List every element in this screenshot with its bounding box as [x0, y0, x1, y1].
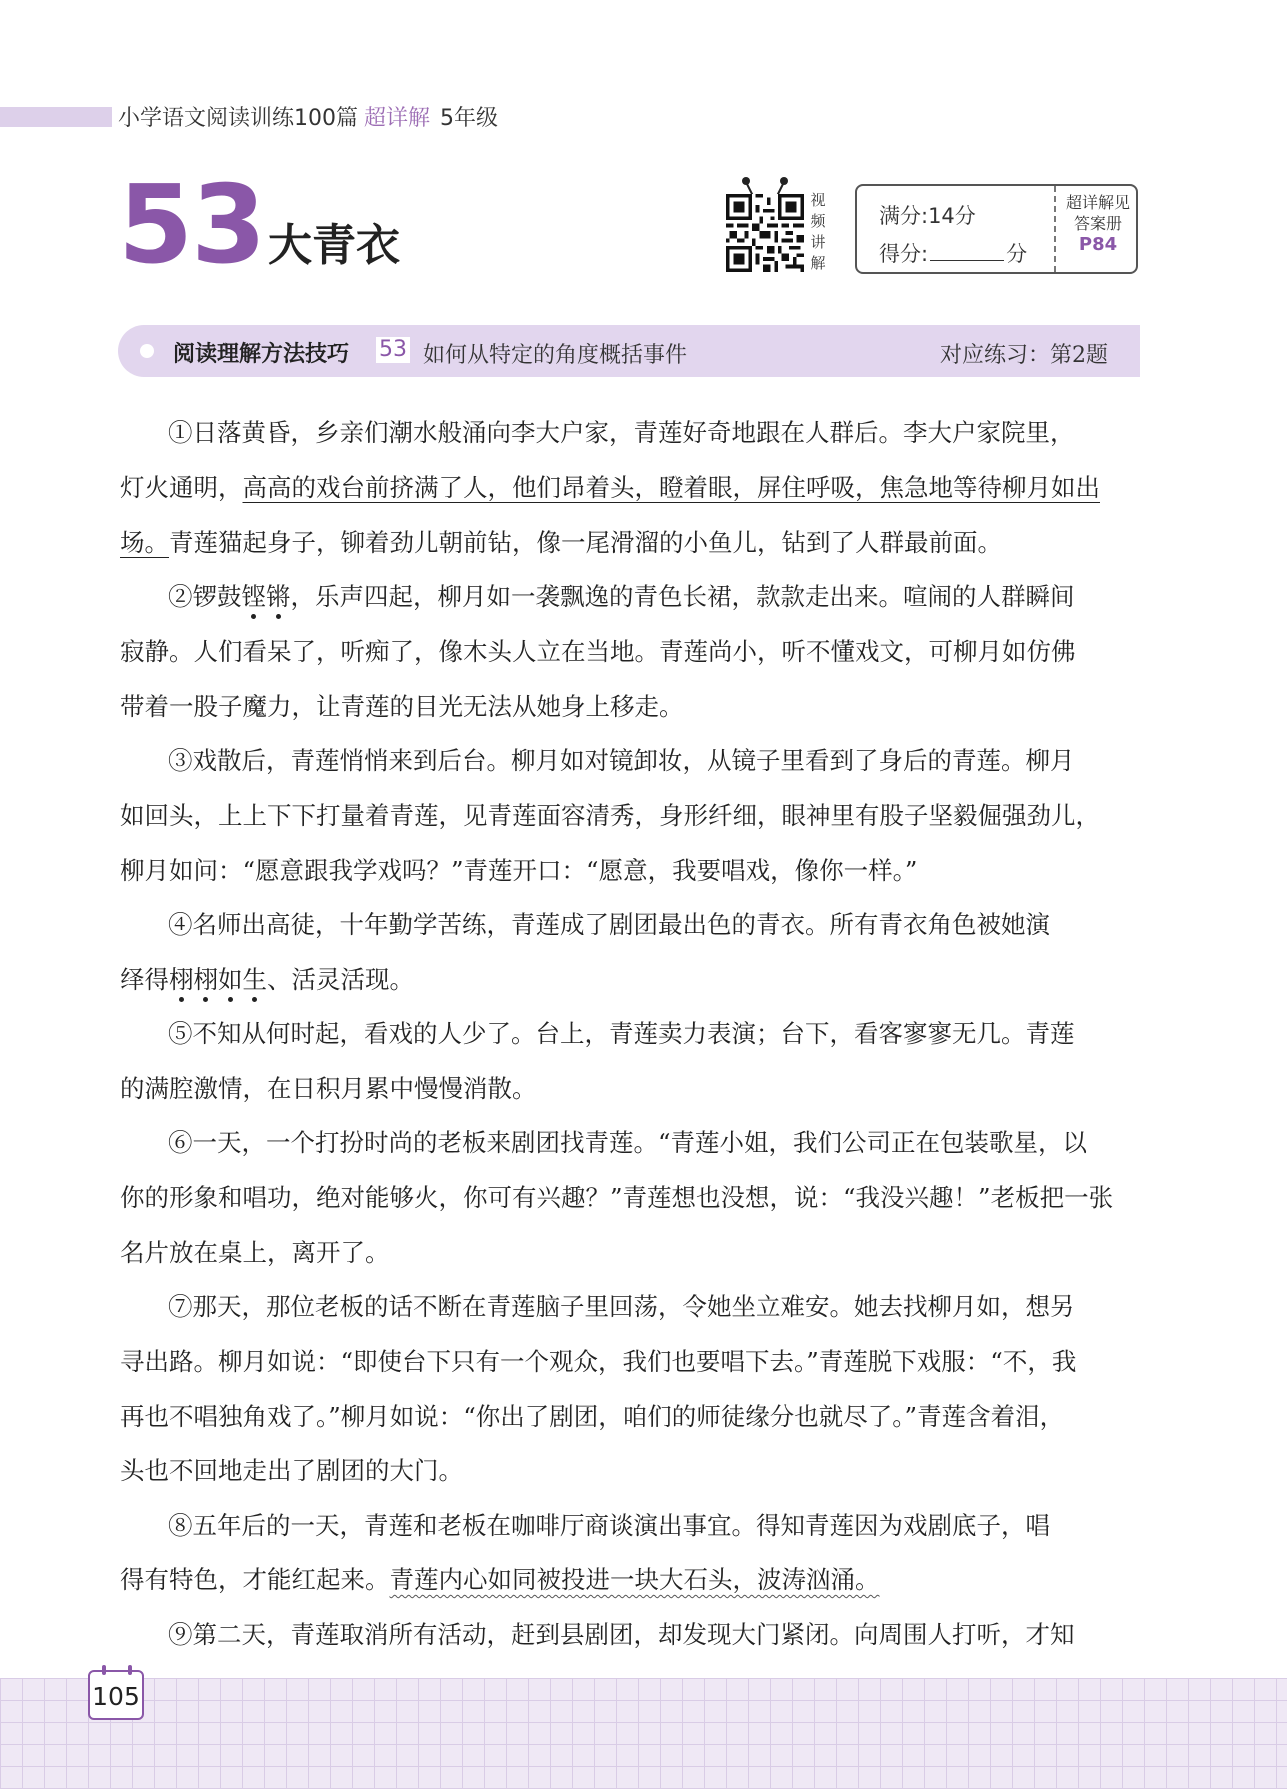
paragraph-5-line-1: ⑤不知从何时起，看戏的人少了。台上，青莲卖力表演；台下，看客寥寥无几。青莲 [168, 1019, 1075, 1048]
paragraph-3-line-1: ③戏散后，青莲悄悄来到后台。柳月如对镜卸妆，从镜子里看到了身后的青莲。柳月 [168, 746, 1075, 775]
method-description: 如何从特定的角度概括事件 [423, 343, 688, 368]
score-divider [1054, 186, 1056, 272]
paragraph-6-line-1: ⑥一天，一个打扮时尚的老板来剧团找青莲。“青莲小姐，我们公司正在包装歌星，以 [168, 1128, 1088, 1157]
paragraph-5-line-2: 的满腔激情，在日积月累中慢慢消散。 [120, 1074, 537, 1103]
answer-reference: 超详解见 答案册 P84 [1059, 192, 1137, 255]
paragraph-7-line-1: ⑦那天，那位老板的话不断在青莲脑子里回荡，令她坐立难安。她去找柳月如，想另 [168, 1292, 1075, 1321]
method-banner [118, 325, 1140, 377]
header-accent-bar [0, 107, 112, 127]
calendar-rings-icon [98, 1665, 136, 1675]
wavy-underlined-sentence: 青莲内心如同被投进一块大石头，波涛汹涌。 [389, 1565, 880, 1594]
bullet-dot-icon [140, 344, 154, 358]
page-number-badge [88, 1670, 144, 1720]
paragraph-8-line-1: ⑧五年后的一天，青莲和老板在咖啡厅商谈演出事宜。得知青莲因为戏剧底子，唱 [168, 1511, 1050, 1540]
score-field: 得分: 分 [879, 242, 1028, 266]
emphasis-dot-char: 栩 [193, 965, 218, 994]
emphasis-dot-char: 铿 [241, 582, 266, 611]
lesson-title: 大青衣 [268, 220, 400, 271]
lesson-number: 53 [118, 163, 265, 288]
book-highlight: 超详解 [364, 106, 431, 131]
emphasis-dot-char: 如 [218, 965, 243, 994]
paragraph-6-line-3: 名片放在桌上，离开了。 [120, 1238, 390, 1267]
paragraph-3-line-3: 柳月如问：“愿意跟我学戏吗？”青莲开口：“愿意，我要唱戏，像你一样。” [120, 856, 918, 885]
emphasis-dot-char: 栩 [169, 965, 194, 994]
paragraph-8-line-2: 得有特色，才能红起来。青莲内心如同被投进一块大石头，波涛汹涌。 [120, 1565, 880, 1594]
score-box [855, 184, 1138, 274]
paragraph-4-line-2: 绎得栩栩如生、活灵活现。 [120, 965, 414, 994]
book-title: 小学语文阅读训练100篇 [118, 106, 358, 131]
paragraph-4-line-1: ④名师出高徒，十年勤学苦练，青莲成了剧团最出色的青衣。所有青衣角色被她演 [168, 910, 1050, 939]
paragraph-7-line-2: 寻出路。柳月如说：“即使台下只有一个观众，我们也要唱下去。”青莲脱下戏服：“不，我 [120, 1347, 1077, 1376]
emphasis-dot-char: 锵 [266, 582, 291, 611]
paragraph-7-line-4: 头也不回地走出了剧团的大门。 [120, 1456, 463, 1485]
paragraph-1-line-2: 灯火通明，高高的戏台前挤满了人，他们昂着头，瞪着眼，屏住呼吸，焦急地等待柳月如出 [120, 473, 1100, 502]
paragraph-2-line-1: ②锣鼓铿锵，乐声四起，柳月如一袭飘逸的青色长裙，款款走出来。喧闹的人群瞬间 [168, 582, 1075, 611]
paragraph-1-line-3: 场。青莲猫起身子，铆着劲儿朝前钻，像一尾滑溜的小鱼儿，钻到了人群最前面。 [120, 528, 1002, 557]
qr-code-icon[interactable] [726, 194, 804, 272]
page-number: 105 [92, 1682, 140, 1711]
paragraph-1-line-1: ①日落黄昏，乡亲们潮水般涌向李大户家，青莲好奇地跟在人群后。李大户家院里， [168, 418, 1075, 447]
full-score: 满分:14分 [879, 204, 976, 228]
method-label: 阅读理解方法技巧 [173, 342, 350, 367]
emphasis-dot-char: 生 [242, 965, 267, 994]
paragraph-6-line-2: 你的形象和唱功，绝对能够火，你可有兴趣？”青莲想也没想，说：“我没兴趣！”老板把一张 [120, 1183, 1114, 1212]
method-number: 53 [376, 337, 410, 363]
underlined-sentence: 高高的戏台前挤满了人，他们昂着头，瞪着眼，屏住呼吸，焦急地等待柳月如出 [242, 473, 1100, 502]
book-header [118, 101, 498, 132]
paragraph-2-line-2: 寂静。人们看呆了，听痴了，像木头人立在当地。青莲尚小，听不懂戏文，可柳月如仿佛 [120, 637, 1076, 666]
answer-page-ref: P84 [1078, 234, 1118, 255]
paragraph-2-line-3: 带着一股子魔力，让青莲的目光无法从她身上移走。 [120, 692, 684, 721]
paragraph-3-line-2: 如回头，上上下下打量着青莲，见青莲面容清秀，身形纤细，眼神里有股子坚毅倔强劲儿， [120, 801, 1100, 830]
paragraph-7-line-3: 再也不唱独角戏了。”柳月如说：“你出了剧团，咱们的师徒缘分也就尽了。”青莲含着泪， [120, 1402, 1065, 1431]
book-grade: 5年级 [440, 106, 499, 131]
video-lecture-label: 视 频 讲 解 [810, 191, 826, 272]
paragraph-9-line-1: ⑨第二天，青莲取消所有活动，赶到县剧团，却发现大门紧闭。向周围人打听，才知 [168, 1620, 1075, 1649]
footer-grid [0, 1678, 1287, 1789]
method-practice-ref: 对应练习：第2题 [940, 343, 1108, 368]
score-blank[interactable] [930, 242, 1004, 261]
